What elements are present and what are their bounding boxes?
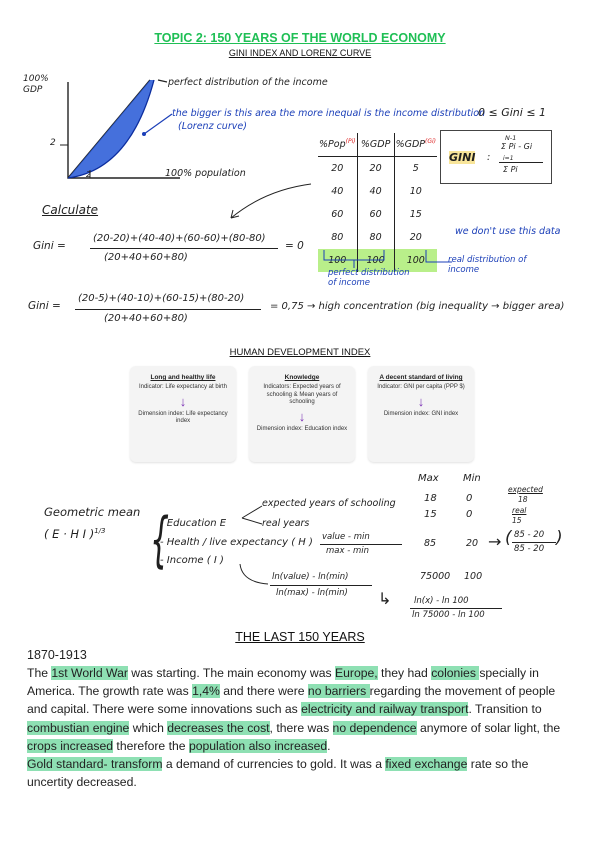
cell: 80: [331, 232, 344, 243]
gini-eq2-numerator: (20-5)+(40-10)+(60-15)+(80-20): [78, 293, 245, 304]
highlighted-text: no barriers: [307, 684, 370, 699]
health-frac-num: value - min: [322, 532, 370, 542]
down-arrow-icon: ↓: [179, 393, 187, 409]
fraction-bar: [270, 585, 372, 586]
perfect-income-note: perfect distribution of income: [328, 268, 410, 288]
cell: 20: [357, 157, 394, 181]
formula-exponent: 1/3: [94, 527, 106, 536]
income-min: 100: [464, 571, 483, 582]
health-ex-num: 85 - 20: [514, 530, 545, 540]
down-arrow-icon: ↓: [417, 393, 425, 409]
card-dimension: Dimension index: Life expectancy index: [138, 410, 228, 424]
income-ex-num: ln(x) - ln 100: [414, 596, 469, 606]
highlighted-text: 1st World War: [51, 666, 128, 680]
edu-max-2: 15: [424, 509, 437, 520]
gini-label: GINI: [449, 151, 476, 164]
card-dimension: Dimension index: GNI index: [383, 410, 459, 417]
highlighted-text: population also increased: [188, 738, 328, 753]
geo-item-health: - Health / live expectancy ( H ): [160, 537, 313, 548]
hdi-card-living: [368, 366, 474, 462]
cell: 15: [394, 203, 437, 226]
text-run: .: [327, 738, 331, 753]
hdi-title: HUMAN DEVELOPMENT INDEX: [229, 347, 371, 358]
card-dimension: Dimension index: Education index: [256, 425, 348, 432]
card-indicator: Indicator: GNI per capita (PPP $): [377, 384, 465, 390]
table-row: [318, 203, 437, 226]
cell: 60: [331, 209, 344, 220]
text-run: specially in America. The growth rate was: [27, 666, 539, 699]
paragraph: [27, 664, 575, 755]
lorenz-curve-note: (Lorenz curve): [178, 121, 247, 132]
health-frac-den: max - min: [326, 546, 370, 556]
main-title: TOPIC 2: 150 YEARS OF THE WORLD ECONOMY: [154, 31, 446, 45]
card-title: Knowledge: [284, 374, 320, 381]
cell: 100: [394, 249, 437, 272]
calculate-heading: Calculate: [42, 203, 99, 217]
frac-real-num: real: [512, 506, 527, 515]
fraction-bar: [512, 542, 556, 543]
text-run: , there was: [269, 720, 333, 735]
health-max: 85: [424, 538, 437, 549]
card-title: A decent standard of living: [379, 374, 463, 381]
text-run: anymore of solar light, the: [416, 720, 561, 735]
cell: 40: [331, 186, 344, 197]
period-heading: 1870-1913: [27, 648, 87, 662]
income-max: 75000: [420, 571, 451, 582]
min-label: Min: [463, 473, 481, 484]
geo-item-income: - Income ( I ): [160, 555, 224, 566]
y-axis-label-bottom: GDP: [23, 85, 43, 95]
card-indicator: Indicator: Life expectancy at birth: [138, 384, 228, 390]
real-income-note: real distribution of income: [448, 255, 527, 275]
frac-expected-num: expected: [508, 485, 543, 494]
gini-formula-box: [440, 130, 552, 184]
text-run: . Transition to: [468, 702, 542, 717]
gini-eq2-denominator: (20+40+60+80): [104, 313, 188, 324]
cell: 20: [331, 163, 344, 174]
text-run: and there were: [219, 684, 308, 699]
history-text: [27, 664, 575, 791]
edu-branch-lines: [240, 500, 266, 528]
fraction-bar: [320, 544, 402, 545]
edu-min-1: 0: [466, 493, 473, 504]
health-arrow: →: [488, 532, 502, 551]
edu-real: real years: [262, 518, 310, 529]
equals-sign: :: [487, 152, 491, 163]
text-run: regarding the movement of people and capital. There were some innovations such as: [27, 684, 556, 717]
highlighted-text: fixed exchange: [385, 757, 468, 772]
area-note: the bigger is this area the more inequal is the income distribution: [172, 108, 486, 119]
geo-item-education: - Education E: [160, 518, 227, 529]
sub-title: GINI INDEX AND LORENZ CURVE: [228, 48, 372, 58]
sum-numerator: Σ Pi - Gi: [501, 142, 533, 151]
y-axis-label-top: 100%: [23, 74, 49, 84]
highlighted-text: crops increased: [27, 738, 114, 753]
gini-eq2-result: = 0,75 → high concentration (big inequality → bigger area): [270, 301, 565, 312]
sum-denominator: Σ Pi: [503, 165, 518, 174]
cell: 20: [394, 226, 437, 249]
section-title: THE LAST 150 YEARS: [235, 630, 365, 644]
edu-max-1: 18: [424, 493, 437, 504]
card-title: Long and healthy life: [150, 374, 216, 381]
perfect-distribution-note: perfect distribution of the income: [168, 77, 328, 88]
fraction-bar: [75, 309, 261, 310]
hdi-card-health: [130, 366, 236, 462]
fraction-bar: [499, 162, 543, 163]
cell: 60: [357, 203, 394, 226]
fraction-bar: [410, 608, 502, 609]
income-frac-num: ln(value) - ln(min): [272, 572, 349, 582]
table-brackets: [320, 248, 460, 270]
cell: 10: [394, 180, 437, 203]
income-arrow-icon: [238, 562, 272, 588]
paren-left: (: [505, 528, 512, 548]
text-run: rate so the uncertity decreased.: [27, 757, 529, 790]
x-tick: 2: [86, 170, 92, 179]
gini-eq1-label: Gini =: [33, 240, 66, 252]
hdi-card-knowledge: [249, 366, 355, 462]
gini-range: 0 ≤ Gini ≤ 1: [478, 106, 547, 119]
cell: 40: [357, 180, 394, 203]
gini-eq2-label: Gini =: [28, 300, 61, 312]
highlighted-text: Europe,: [334, 666, 378, 680]
card-indicator: Indicators: Expected years of schooling & Mean years of schooling: [263, 384, 341, 405]
text-run: they had: [377, 666, 432, 680]
table-row: [318, 226, 437, 249]
paren-right: ): [556, 528, 563, 548]
income-frac-den: ln(max) - ln(min): [276, 588, 348, 598]
text-run: was starting. The main economy was: [127, 666, 335, 680]
health-ex-den: 85 - 20: [514, 544, 545, 554]
table-row: [318, 157, 437, 181]
sum-top: N-1: [505, 134, 517, 142]
cell: 100: [328, 255, 347, 266]
cell: 80: [357, 226, 394, 249]
pointer-arrow-icon: [225, 180, 315, 225]
table-row: [318, 180, 437, 203]
text-run: which: [129, 720, 168, 735]
income-arrow: ↳: [378, 589, 392, 608]
fraction-bar: [90, 248, 278, 249]
highlighted-text: colonies: [431, 666, 480, 680]
text-run: The: [27, 666, 52, 680]
gini-eq1-numerator: (20-20)+(40-40)+(60-60)+(80-80): [93, 233, 266, 244]
text-run: therefore the: [113, 738, 189, 753]
y-tick: 2: [50, 138, 56, 148]
table-header-row: [318, 133, 437, 157]
header-gdp-2: $\%GDP^{(Gi)}$: [394, 133, 437, 157]
max-label: Max: [418, 473, 439, 484]
header-pop: %Pop$^{(Pi)}$: [318, 133, 357, 157]
unused-data-note: we don't use this data: [455, 226, 561, 237]
gini-eq1-result: = 0: [285, 240, 304, 252]
highlighted-text: electricity and railway transport: [301, 702, 469, 717]
edu-min-2: 0: [466, 509, 473, 520]
paragraph: [27, 755, 575, 791]
frac-real-den: 15: [512, 516, 522, 525]
geo-mean-formula: [44, 527, 105, 541]
highlighted-text: decreases the cost: [167, 720, 270, 735]
text-run: a demand of currencies to gold. It was a: [162, 757, 386, 772]
income-ex-den: ln 75000 - ln 100: [412, 610, 485, 620]
frac-expected-den: 18: [518, 495, 528, 504]
pointer-arrow-icon: [140, 110, 180, 140]
cell: 100: [357, 249, 394, 272]
highlighted-text: no dependence: [332, 720, 417, 735]
edu-expected: expected years of schooling: [262, 498, 396, 509]
cell: 5: [394, 157, 437, 181]
x-axis-label: 100% population: [165, 168, 246, 179]
brace: {: [150, 506, 170, 576]
down-arrow-icon: ↓: [298, 408, 306, 424]
geo-mean-title: Geometric mean: [44, 505, 141, 519]
highlighted-text: combustian engine: [27, 720, 130, 735]
highlighted-text: 1,4%: [192, 684, 220, 699]
header-gdp-1: %GDP: [357, 133, 394, 157]
sum-bottom: i=1: [503, 155, 514, 162]
formula-text: ( E · H I ): [44, 527, 95, 541]
highlighted-text: Gold standard- transform: [27, 757, 163, 772]
gini-eq1-denominator: (20+40+60+80): [104, 252, 188, 263]
health-min: 20: [466, 538, 479, 549]
